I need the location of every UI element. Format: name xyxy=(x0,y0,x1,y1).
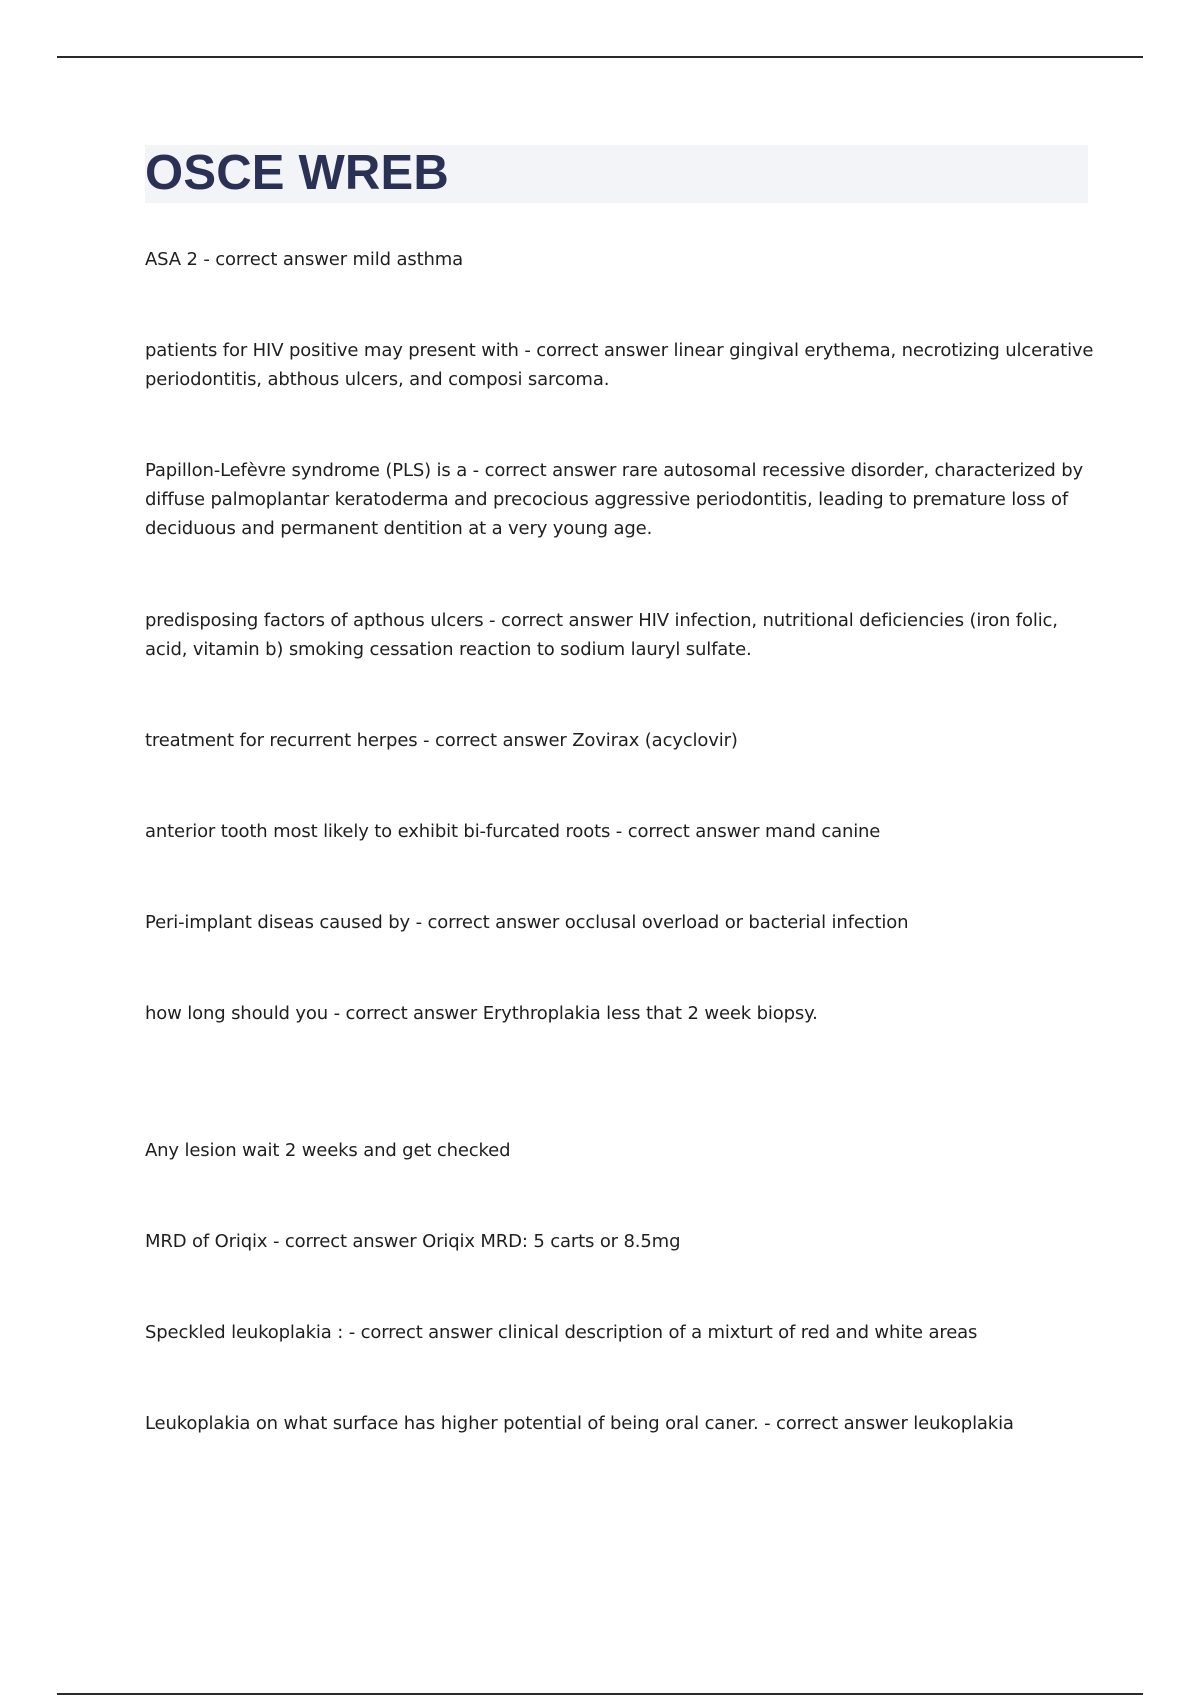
qa-entry-recurrent-herpes: treatment for recurrent herpes - correct answer Zovirax (acyclovir) xyxy=(145,730,738,751)
document-title: OSCE WREB xyxy=(145,146,449,200)
qa-entry-peri-implant: Peri-implant diseas caused by - correct answer occlusal overload or bacterial infection xyxy=(145,912,909,933)
qa-entry-apthous-ulcers: predisposing factors of apthous ulcers - correct answer HIV infection, nutritional deficiencies (iron folic, acid, vitamin b) smoking cessation reaction to sodium lauryl sulfate. xyxy=(145,610,1058,660)
qa-entry-mrd-oriqix: MRD of Oriqix - correct answer Oriqix MRD: 5 carts or 8.5mg xyxy=(145,1231,681,1252)
qa-entry-leukoplakia-surface: Leukoplakia on what surface has higher potential of being oral caner. - correct answer leukoplakia xyxy=(145,1413,1014,1434)
qa-entry-bifurcated-roots: anterior tooth most likely to exhibit bi-furcated roots - correct answer mand canine xyxy=(145,821,881,842)
note-any-lesion: Any lesion wait 2 weeks and get checked xyxy=(145,1140,511,1161)
qa-entry-papillon-lefevre: Papillon-Lefèvre syndrome (PLS) is a - correct answer rare autosomal recessive disorder, characterized by diffuse palmoplantar keratoderma and precocious aggressive periodontitis, leading to premature loss of deciduous and permanent dentition at a very young age. xyxy=(145,460,1084,539)
top-rule xyxy=(57,56,1143,58)
qa-entry-speckled-leukoplakia: Speckled leukoplakia : - correct answer clinical description of a mixturt of red and white areas xyxy=(145,1322,978,1343)
qa-entry-erythroplakia: how long should you - correct answer Erythroplakia less that 2 week biopsy. xyxy=(145,1003,818,1024)
qa-entry-asa2: ASA 2 - correct answer mild asthma xyxy=(145,249,464,270)
qa-entry-hiv: patients for HIV positive may present with - correct answer linear gingival erythema, necrotizing ulcerative periodontitis, abthous ulcers, and composi sarcoma. xyxy=(145,340,1094,390)
bottom-rule xyxy=(57,1693,1143,1695)
